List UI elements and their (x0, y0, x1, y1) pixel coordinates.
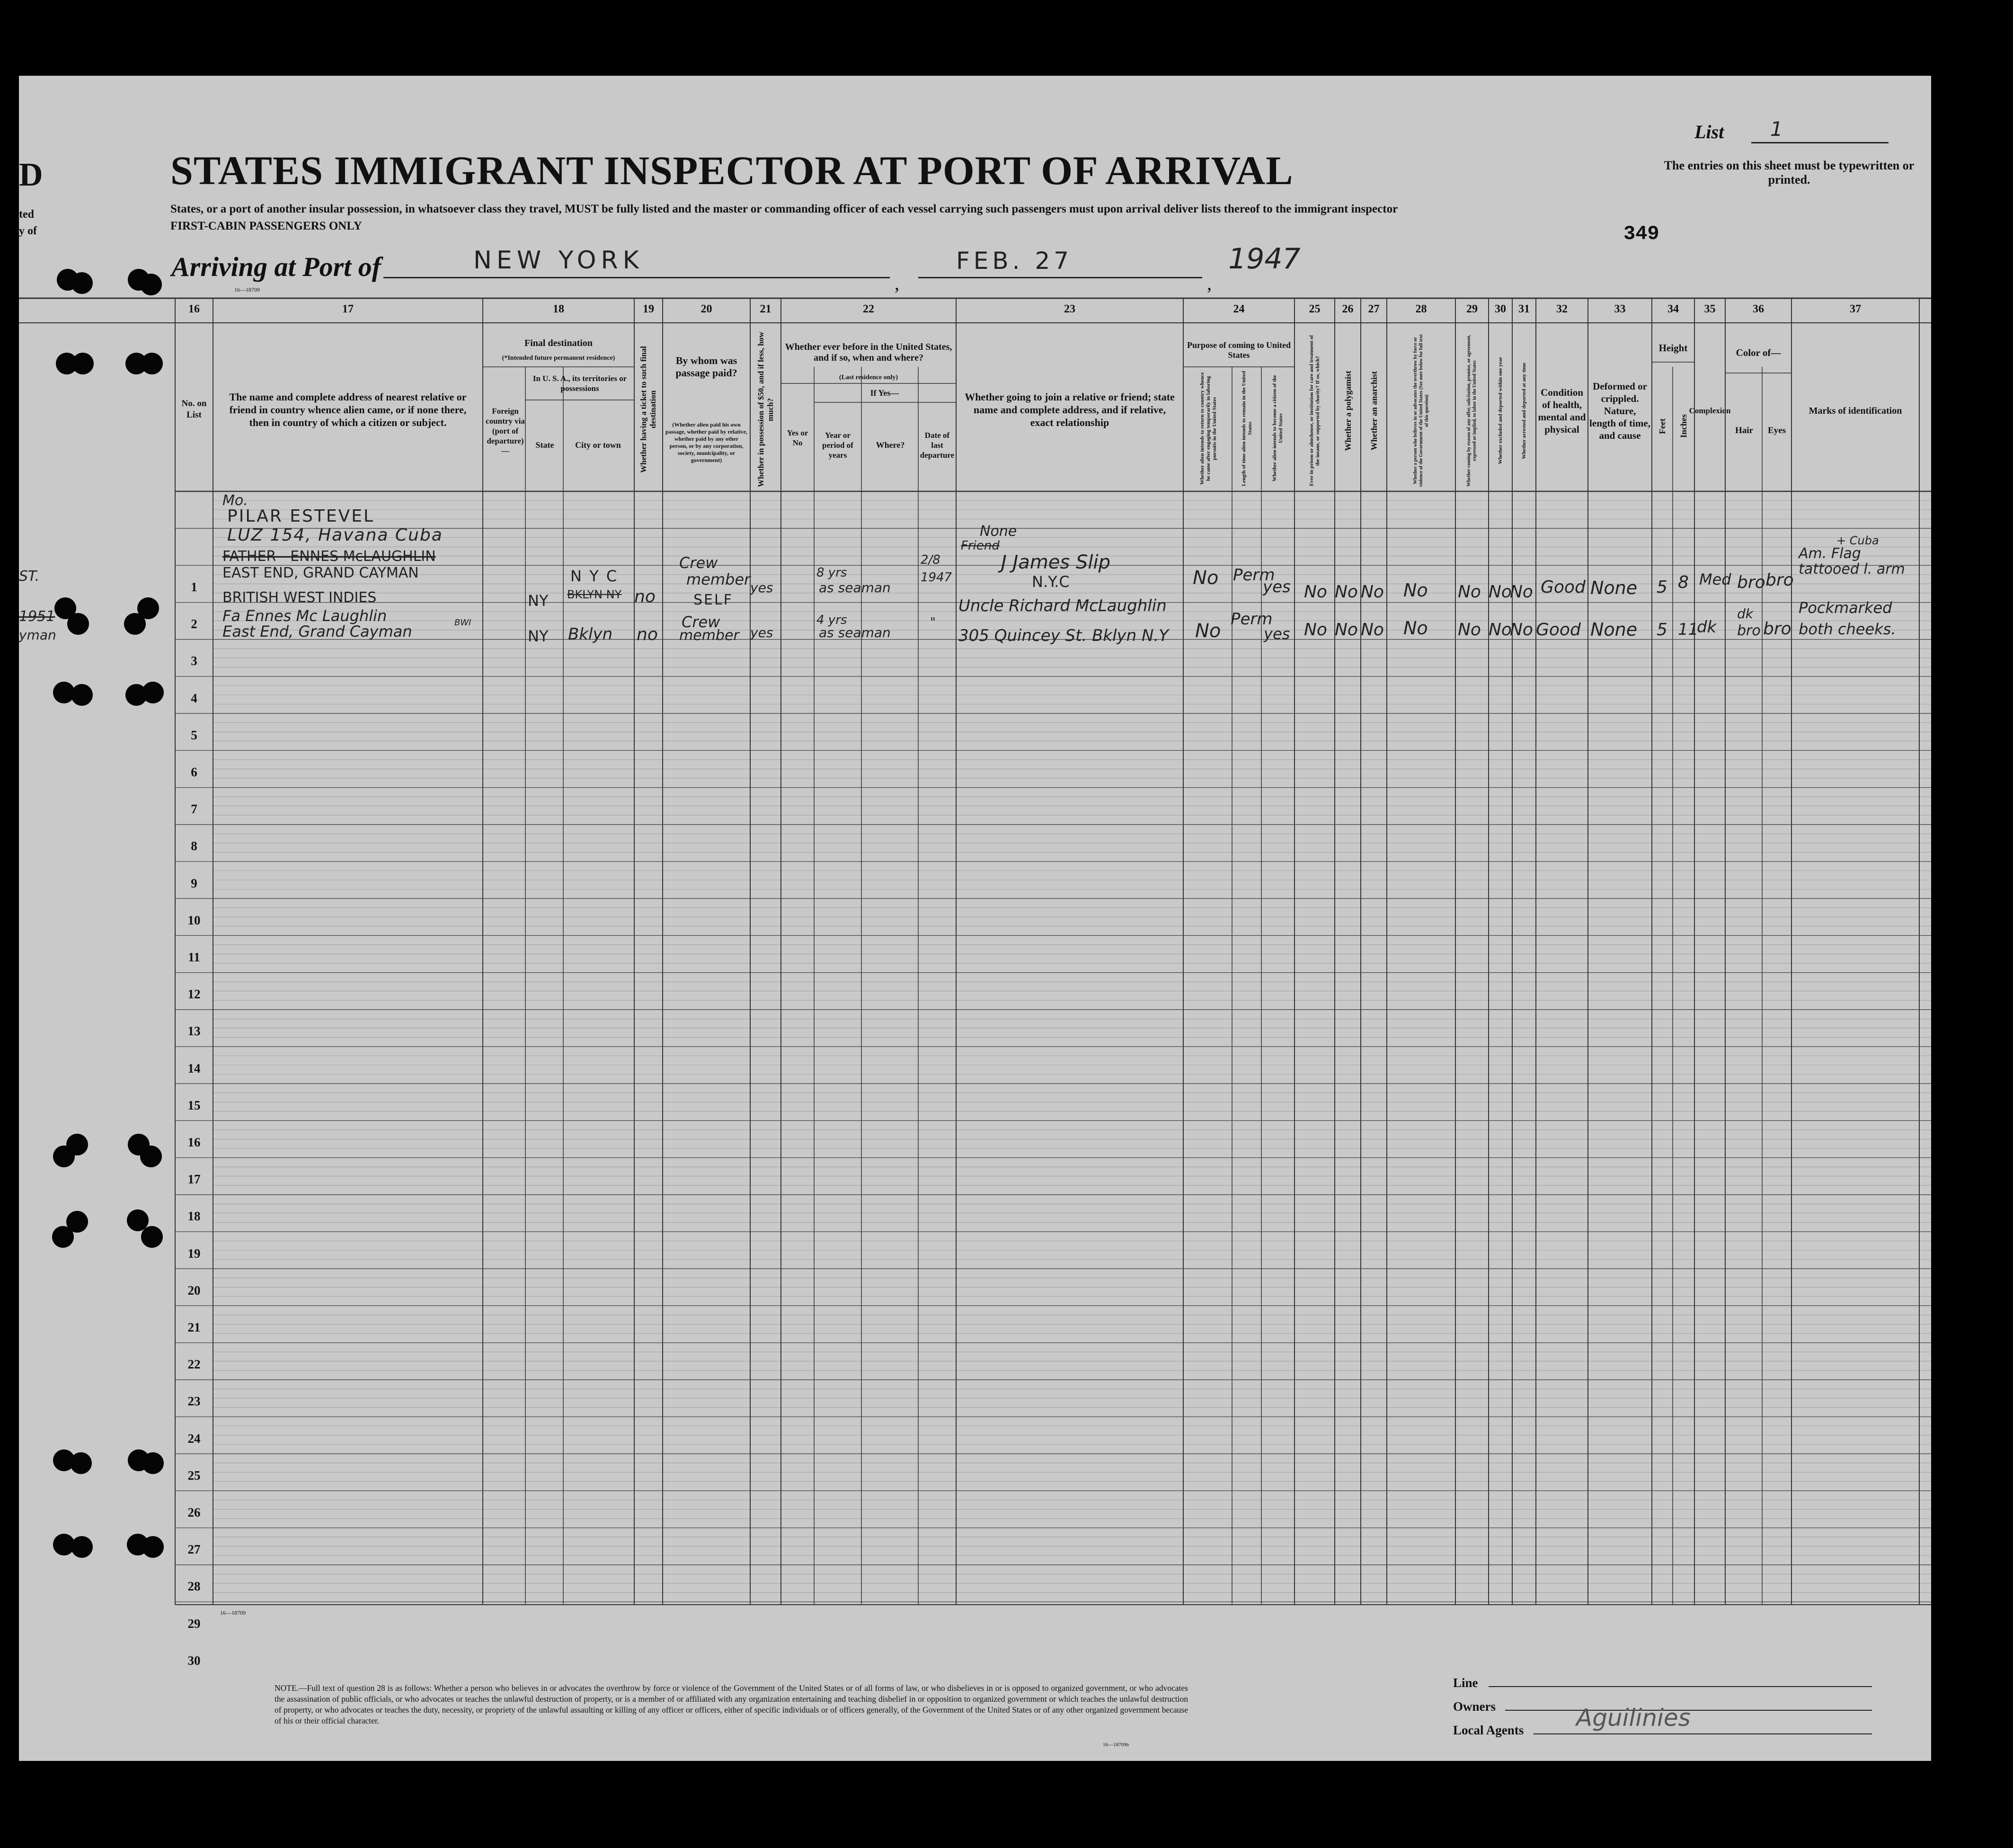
margin-fragment: ted (19, 208, 34, 221)
col-number-34: 34 (1667, 303, 1679, 315)
line-underline (1489, 1686, 1872, 1687)
header-height: Height (1658, 342, 1688, 354)
margin-note: 1951 (19, 608, 55, 625)
r2-marks-line1: Pockmarked (1799, 599, 1892, 617)
punch-hole (142, 682, 164, 703)
r1-citizen: yes (1263, 578, 1291, 596)
r1-marks-line3: tattooed l. arm (1799, 561, 1905, 578)
r1-join-city: N.Y.C (1032, 573, 1070, 591)
punch-hole (142, 1452, 164, 1474)
r1-labor: No (1458, 582, 1481, 602)
r1-health: Good (1541, 578, 1586, 597)
header-inches: Inches (1679, 414, 1688, 438)
r1-paid-line1: Crew (679, 554, 718, 572)
r1-marks-line2: Am. Flag (1799, 545, 1861, 562)
header-hair: Hair (1735, 426, 1753, 435)
row-number: 4 (191, 691, 197, 705)
r2-complexion: dk (1697, 618, 1717, 637)
r2-health: Good (1536, 620, 1581, 640)
typewritten-instruction: The entries on this sheet must be typewritten or printed. (1664, 159, 1915, 187)
r2-years: 4 yrs (816, 613, 847, 627)
header-foreign-country: Foreign country via (port of departure)— (486, 406, 525, 455)
row-number: 22 (187, 1357, 201, 1372)
punch-hole (67, 613, 89, 635)
header-join-relative: Whether going to join a relative or friend; state name and complete address, and if relative, exact relationship (965, 391, 1175, 428)
r1-return: No (1193, 567, 1219, 589)
form-subtitle: States, or a port of another insular possession, in whatsoever class they travel, MUST be fully listed and the master or commanding officer of each vessel carrying such passengers must upon arrival deliver lists thereof to the immigrant inspector (170, 203, 1398, 215)
col-number-31: 31 (1518, 303, 1530, 315)
header-state: State (535, 440, 554, 450)
r1-date-line2: 1947 (921, 570, 952, 585)
r2-paid-line2: member (679, 627, 739, 644)
date-value: FEB. 27 (956, 247, 1073, 275)
row-number: 30 (187, 1653, 201, 1668)
header-arrested: Whether arrested and deported at any time (1521, 362, 1527, 459)
header-prison: Ever in prison or almshouse, or institution for care and treatment of the insane, or supported by charity? If so, which? (1308, 335, 1321, 486)
header-year: Year or period of years (822, 430, 853, 460)
r1-feet: 5 (1657, 578, 1667, 597)
punch-hole (71, 684, 93, 706)
r2-deformed: None (1590, 619, 1638, 640)
col-number-35: 35 (1704, 303, 1716, 315)
form-code-bottom: 16—18709 (220, 1609, 246, 1616)
col-number-22: 22 (863, 303, 874, 315)
r2-hair-line2: bro (1737, 622, 1761, 639)
header-passage-paid: By whom was passage paid? (675, 355, 737, 379)
col-number-37: 37 (1850, 303, 1861, 315)
agents-underline (1534, 1733, 1872, 1734)
r1-polygamist: No (1335, 582, 1358, 602)
list-label: List (1694, 121, 1724, 142)
r1-inches: 8 (1678, 573, 1689, 592)
r1-anarchist: No (1361, 582, 1384, 602)
list-underline (1751, 142, 1889, 143)
r1-join-address: J James Slip (1001, 551, 1110, 573)
punch-hole (140, 1146, 162, 1167)
r1-join-none: None (980, 523, 1017, 540)
footer-note: NOTE.—Full text of question 28 is as follows: Whether a person who believes in or advocates the overthrow by force or violence of the Government of the United States or of all forms of law, or who disbelieves in or is opposed to organized government, or who advocates the assassination of public officials, or who advocates or teaches the unlawful destruction of property, or is a member of or affiliated with any organization entertaining and teaching disbelief in or opposition to organized government or which teaches the unlawful destruction of property, or who advocates or teaches the duty, necessity, or propriety of the unlawful assaulting or killing of any officer or officers, either of specific individuals or of officers generally, of the Government of the United States or of any other organized government because of his or their official character. (275, 1683, 1188, 1725)
r1-money: yes (750, 580, 773, 595)
r2-polygamist: No (1335, 620, 1358, 640)
r1-years: 8 yrs (816, 566, 847, 580)
header-yes-no: Yes or No (787, 428, 808, 447)
row-number: 1 (191, 580, 197, 594)
r2-inches: 11 (1678, 620, 1699, 639)
col-number-19: 19 (643, 303, 654, 315)
col-number-21: 21 (760, 303, 772, 315)
col-number-26: 26 (1342, 303, 1354, 315)
r2-anarchist: No (1361, 620, 1384, 640)
r2-arrested: No (1510, 620, 1533, 640)
col-number-16: 16 (188, 303, 200, 315)
row-number: 3 (191, 654, 197, 668)
col-number-33: 33 (1614, 303, 1626, 315)
col-number-27: 27 (1368, 303, 1380, 315)
r2-where: as seaman (819, 625, 891, 640)
header-if-yes: If Yes— (870, 388, 899, 398)
r2-join-name: Uncle Richard McLaughlin (958, 596, 1167, 615)
row-number: 28 (187, 1579, 201, 1594)
header-eyes: Eyes (1768, 426, 1786, 435)
punch-hole (66, 1211, 88, 1233)
punch-hole (71, 1536, 93, 1558)
r2-hair-line1: dk (1737, 606, 1753, 622)
r2-relative-bwi: BWI (454, 618, 471, 628)
header-health: Condition of health, mental and physical (1538, 386, 1586, 435)
row-number: 14 (187, 1061, 201, 1075)
header-deformed: Deformed or crippled. Nature, length of time, and cause (1589, 380, 1650, 441)
row-number: 15 (187, 1098, 201, 1112)
row-number: 26 (187, 1505, 201, 1519)
header-final-destination-note: (*Intended future permanent residence) (502, 355, 615, 362)
form-code: 16—18709 (234, 286, 260, 293)
col-number-28: 28 (1415, 303, 1427, 315)
header-length-of-stay: Length of time alien intends to remain in the United States (1241, 371, 1253, 486)
row-number: 2 (191, 617, 197, 631)
r2-ticket: no (637, 625, 658, 644)
punch-hole (141, 1226, 163, 1248)
r1-eyes: bro (1765, 570, 1794, 590)
col-number-29: 29 (1466, 303, 1478, 315)
header-final-destination: Final destination (524, 338, 593, 348)
r1-complexion: Med (1699, 570, 1731, 588)
line-label: Line (1453, 1676, 1478, 1690)
manifest-grid (19, 76, 1931, 1761)
header-purpose: Purpose of coming to United States (1187, 340, 1291, 360)
punch-hole (71, 272, 93, 294)
r2-feet: 5 (1657, 620, 1667, 640)
header-usa: In U. S. A., its territories or possessions (532, 374, 627, 393)
header-departure-date: Date of last departure (920, 430, 955, 460)
r1-excluded: No (1489, 582, 1512, 602)
col-number-24: 24 (1233, 303, 1245, 315)
header-before-in-us: Whether ever before in the United States, and if so, when and where? (785, 342, 952, 363)
r2-relative-line4: Fa Ennes Mc Laughlin (222, 607, 387, 625)
row-number: 8 (191, 839, 197, 853)
header-excluded: Whether excluded and deported within one year (1497, 357, 1503, 464)
row-number: 11 (188, 950, 200, 964)
header-where: Where? (876, 440, 905, 450)
row-number: 19 (187, 1246, 201, 1261)
port-underline (383, 277, 890, 278)
r1-state: NY (528, 592, 549, 610)
r2-money: yes (750, 625, 773, 640)
agents-signature: Aguilinies (1576, 1704, 1691, 1732)
col-number-30: 30 (1495, 303, 1506, 315)
r2-city: Bklyn (568, 625, 613, 644)
punch-hole (141, 353, 163, 374)
r2-labor: No (1458, 620, 1481, 640)
r1-length: Perm (1233, 566, 1275, 585)
agents-label: Local Agents (1453, 1723, 1524, 1737)
r2-state: NY (528, 627, 549, 645)
row-number: 16 (187, 1135, 201, 1149)
year-value: 1947 (1228, 242, 1301, 275)
row-number: 5 (191, 728, 197, 742)
r1-city-top: N Y C (570, 567, 619, 585)
row-number: 27 (187, 1542, 201, 1557)
r2-overthrow: No (1403, 618, 1428, 639)
r2-relative-line3: BRITISH WEST INDIES (222, 589, 377, 606)
arriving-label: Arriving at Port of (171, 251, 381, 282)
header-polygamist: Whether a polygamist (1343, 370, 1353, 451)
r2-join-address: 305 Quincey St. Bklyn N.Y (958, 626, 1169, 645)
header-marks: Marks of identification (1809, 405, 1902, 416)
header-money: Whether in possession of $50, and if less, how much? (756, 331, 775, 488)
col-number-23: 23 (1064, 303, 1075, 315)
r1-relative-line3: LUZ 154, Havana Cuba (227, 525, 443, 545)
header-labor-offer: Whether coming by reason of any offer, solicitation, promise, or agreement, expressed or implied, to labor in the United States (1466, 335, 1477, 487)
col-number-25: 25 (1309, 303, 1321, 315)
r1-city: BKLYN NY (567, 588, 622, 601)
row-number: 10 (187, 913, 201, 927)
row-number: 18 (187, 1209, 201, 1224)
form-title: STATES IMMIGRANT INSPECTOR AT PORT OF ARRIVAL (170, 148, 1294, 193)
r2-citizen: yes (1264, 625, 1290, 643)
date-underline (918, 277, 1202, 278)
row-number: 29 (187, 1616, 201, 1631)
header-city: City or town (575, 440, 621, 450)
row-number: 12 (187, 987, 201, 1002)
r1-ticket: no (634, 587, 656, 606)
r2-return: No (1195, 620, 1221, 642)
header-before-in-us-note: (Last residence only) (839, 374, 898, 381)
header-nearest-relative: The name and complete address of nearest relative or friend in country whence alien came, or if none there, then in country of which a citizen or subject. (229, 391, 467, 428)
header-return-intent: Whether alien intends to return to country whence he came after engaging temporarily in laboring pursuits in the United States (1199, 372, 1217, 485)
port-value: NEW YORK (473, 246, 644, 275)
r1-where: as seaman (819, 580, 891, 595)
col-number-20: 20 (701, 303, 712, 315)
col-number-36: 36 (1753, 303, 1764, 315)
row-number: 23 (187, 1394, 201, 1409)
punch-hole (72, 353, 94, 374)
header-anarchist: Whether an anarchist (1369, 371, 1379, 451)
r1-relative-line1: Mo. (222, 492, 248, 509)
r1-prison: No (1304, 582, 1327, 602)
comma: , (1207, 273, 1212, 294)
margin-note: yman (19, 627, 56, 643)
r1-date-line1: 2/8 (921, 553, 940, 567)
r1-deformed: None (1590, 578, 1638, 598)
r2-relative-struck: FATHER - ENNES McLAUGHLIN (222, 548, 436, 565)
r1-hair: bro (1737, 573, 1765, 592)
header-passage-note: (Whether alien paid his own passage, whether paid by relative, whether paid by any other person, or by any corporation, society, municipality, or government) (665, 421, 747, 463)
r2-length: Perm (1231, 610, 1273, 629)
margin-letter: D (19, 157, 43, 193)
header-color: Color of— (1736, 347, 1781, 358)
row-number: 13 (187, 1024, 201, 1039)
r2-relative-line2: EAST END, GRAND CAYMAN (222, 565, 419, 581)
row-number: 17 (187, 1172, 201, 1187)
r1-join-friend-struck: Friend (961, 539, 1000, 553)
comma: , (895, 273, 899, 294)
col-number-18: 18 (553, 303, 564, 315)
owners-label: Owners (1453, 1699, 1496, 1714)
form-code-note: 16—18709b (1103, 1742, 1129, 1748)
punch-hole (124, 613, 146, 635)
r1-relative-line2: PILAR ESTEVEL (227, 506, 375, 526)
r1-arrested: No (1510, 582, 1533, 602)
row-number: 9 (191, 876, 197, 890)
r2-relative-line5: East End, Grand Cayman (222, 622, 412, 640)
header-citizen-intent: Whether alien intends to become a citizen of the United States (1272, 375, 1284, 482)
margin-note: ST. (19, 568, 40, 585)
row-number: 20 (187, 1283, 201, 1297)
header-feet: Feet (1658, 418, 1667, 434)
r1-marks-line1: + Cuba (1836, 534, 1879, 547)
punch-hole (66, 1134, 88, 1155)
col-number-32: 32 (1556, 303, 1568, 315)
punch-hole (142, 1536, 164, 1558)
header-ticket: Whether having a ticket to such final destination (639, 346, 657, 473)
r2-prison: No (1304, 620, 1327, 640)
row-number: 21 (187, 1320, 201, 1334)
row-number: 24 (187, 1431, 201, 1446)
r2-date: " (930, 615, 936, 630)
punch-hole (70, 1452, 92, 1474)
header-list-number: No. on List (181, 399, 207, 420)
row-number: 25 (187, 1468, 201, 1483)
r2-eyes: bro (1763, 619, 1791, 639)
punch-hole (140, 274, 162, 295)
r1-paid-line3: SELF (693, 592, 733, 608)
margin-fragment: y of (19, 225, 37, 237)
r2-marks-line2: both cheeks. (1799, 620, 1896, 638)
header-complexion: Complexion (1689, 406, 1731, 415)
header-overthrow: Whether a person who believes in or advocates the overthrow by force or violence of the Government of the United States (See note below for full text of this question) (1412, 334, 1429, 487)
r2-excluded: No (1489, 620, 1512, 640)
row-number: 7 (191, 802, 197, 817)
page-stamp: 349 (1623, 222, 1659, 245)
r2-paid-line1: Crew (682, 613, 720, 631)
list-number: 1 (1770, 117, 1783, 141)
row-number: 6 (191, 765, 197, 779)
col-number-17: 17 (342, 303, 354, 315)
manifest-page (19, 76, 1931, 1761)
passenger-class: FIRST-CABIN PASSENGERS ONLY (170, 220, 362, 232)
r1-paid-line2: member (686, 570, 751, 588)
r1-overthrow: No (1403, 580, 1428, 601)
